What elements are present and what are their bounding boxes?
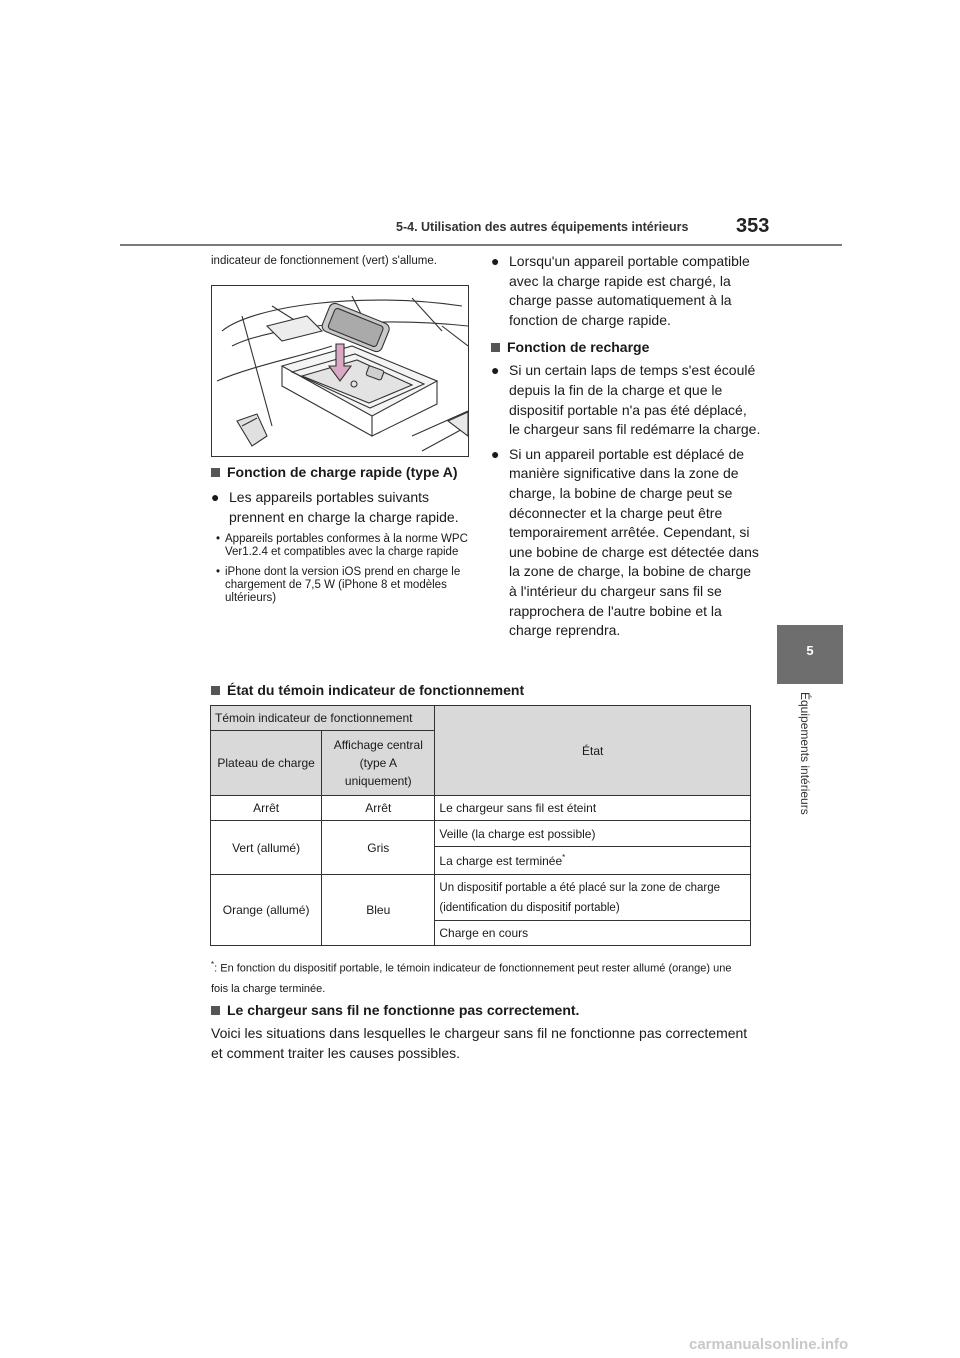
header-display: Affichage central (type A uniquement) bbox=[322, 731, 435, 796]
footnote-mark: * bbox=[211, 960, 215, 969]
charger-illustration-svg bbox=[212, 286, 468, 456]
trouble-paragraph: Voici les situations dans lesquelles le chargeur sans fil ne fonctionne pas correctement et comment traiter les causes possibles. bbox=[211, 1025, 748, 1061]
watermark: carmanualsonline.info bbox=[689, 1336, 849, 1353]
cell-tray: Orange (allumé) bbox=[211, 875, 322, 946]
cell-display: Gris bbox=[322, 821, 435, 875]
small-bullet-icon: • bbox=[215, 565, 221, 578]
cell-display: Arrêt bbox=[322, 796, 435, 821]
table-row bbox=[211, 821, 751, 847]
header-section-title: 5-4. Utilisation des autres équipements intérieurs bbox=[396, 220, 689, 234]
right-column bbox=[491, 252, 761, 641]
left-column bbox=[211, 252, 469, 267]
header-indicator-group: Témoin indicateur de fonctionnement bbox=[211, 706, 435, 731]
wireless-charger-illustration bbox=[211, 285, 469, 457]
table-row bbox=[211, 875, 751, 921]
cell-state: Le chargeur sans fil est éteint bbox=[435, 796, 751, 821]
coil-bullet: ● Si un appareil portable est déplacé de manière significative dans la zone de charge, la bobine de charge peut se déconnecter et la charge peut être temporairement arrêtée. Cependant, si une bobine de charge est détectée dans la zone de charge, la bobine de charge à l'intérieur du chargeur sans fil se rapprochera de l'autre bobine et la charge reprendra. bbox=[491, 445, 761, 641]
heading-square-icon bbox=[491, 343, 500, 352]
small-bullet-icon: • bbox=[215, 533, 221, 546]
table-row bbox=[211, 796, 751, 821]
chapter-number: 5 bbox=[806, 643, 814, 658]
header-tray: Plateau de charge bbox=[211, 731, 322, 796]
page-number: 353 bbox=[736, 215, 770, 237]
footnote: *: En fonction du dispositif portable, le témoin indicateur de fonctionnement peut rester allumé (orange) une fois la charge terminée. bbox=[211, 960, 732, 995]
fast-charge-heading: Fonction de charge rapide (type A) bbox=[211, 463, 469, 482]
left-column-body bbox=[211, 463, 469, 605]
header-divider bbox=[120, 244, 842, 246]
device-list-item-iphone: • iPhone dont la version iOS prend en charge le chargement de 7,5 W (iPhone 8 et modèles ultérieurs) bbox=[211, 566, 469, 606]
cell-display: Bleu bbox=[322, 875, 435, 946]
status-table bbox=[210, 705, 751, 946]
header-state: État bbox=[435, 706, 751, 796]
cell-state: Charge en cours bbox=[435, 921, 751, 946]
device-list-item-wpc: • Appareils portables conformes à la norme WPC Ver1.2.4 et compatibles avec la charge rapide bbox=[211, 533, 469, 559]
heading-square-icon bbox=[211, 1006, 220, 1015]
status-section-heading: État du témoin indicateur de fonctionnement bbox=[211, 682, 524, 698]
bullet-dot-icon: ● bbox=[491, 362, 500, 379]
recharge-bullet: ● Si un certain laps de temps s'est écoulé depuis la fin de la charge et que le dispositif portable n'a pas été déplacé, le chargeur sans fil redémarre la charge. bbox=[491, 361, 761, 439]
cell-state: La charge est terminée* bbox=[435, 847, 751, 875]
cell-tray: Arrêt bbox=[211, 796, 322, 821]
heading-square-icon bbox=[211, 686, 220, 695]
recharge-heading: Fonction de recharge bbox=[491, 338, 761, 357]
trouble-section-heading: Le chargeur sans fil ne fonctionne pas correctement. bbox=[211, 1002, 579, 1018]
bullet-dot-icon: ● bbox=[491, 253, 500, 269]
heading-square-icon bbox=[211, 468, 220, 477]
bullet-dot-icon: ● bbox=[491, 445, 500, 462]
footnote-mark: * bbox=[562, 853, 566, 862]
bullet-dot-icon: ● bbox=[211, 489, 220, 505]
table-header-row bbox=[211, 706, 751, 731]
cell-state: Un dispositif portable a été placé sur la zone de charge (identification du dispositif portable) bbox=[435, 875, 751, 921]
cell-state: Veille (la charge est possible) bbox=[435, 821, 751, 847]
intro-text: indicateur de fonctionnement (vert) s'allume. bbox=[211, 255, 437, 267]
chapter-label: Équipements intérieurs bbox=[798, 692, 812, 815]
fast-charge-bullet: ● Les appareils portables suivants prennent en charge la charge rapide. bbox=[211, 488, 469, 527]
cell-tray: Vert (allumé) bbox=[211, 821, 322, 875]
fast-charge-auto-bullet: ● Lorsqu'un appareil portable compatible avec la charge rapide est chargé, la charge passe automatiquement à la fonction de charge rapide. bbox=[491, 252, 761, 330]
